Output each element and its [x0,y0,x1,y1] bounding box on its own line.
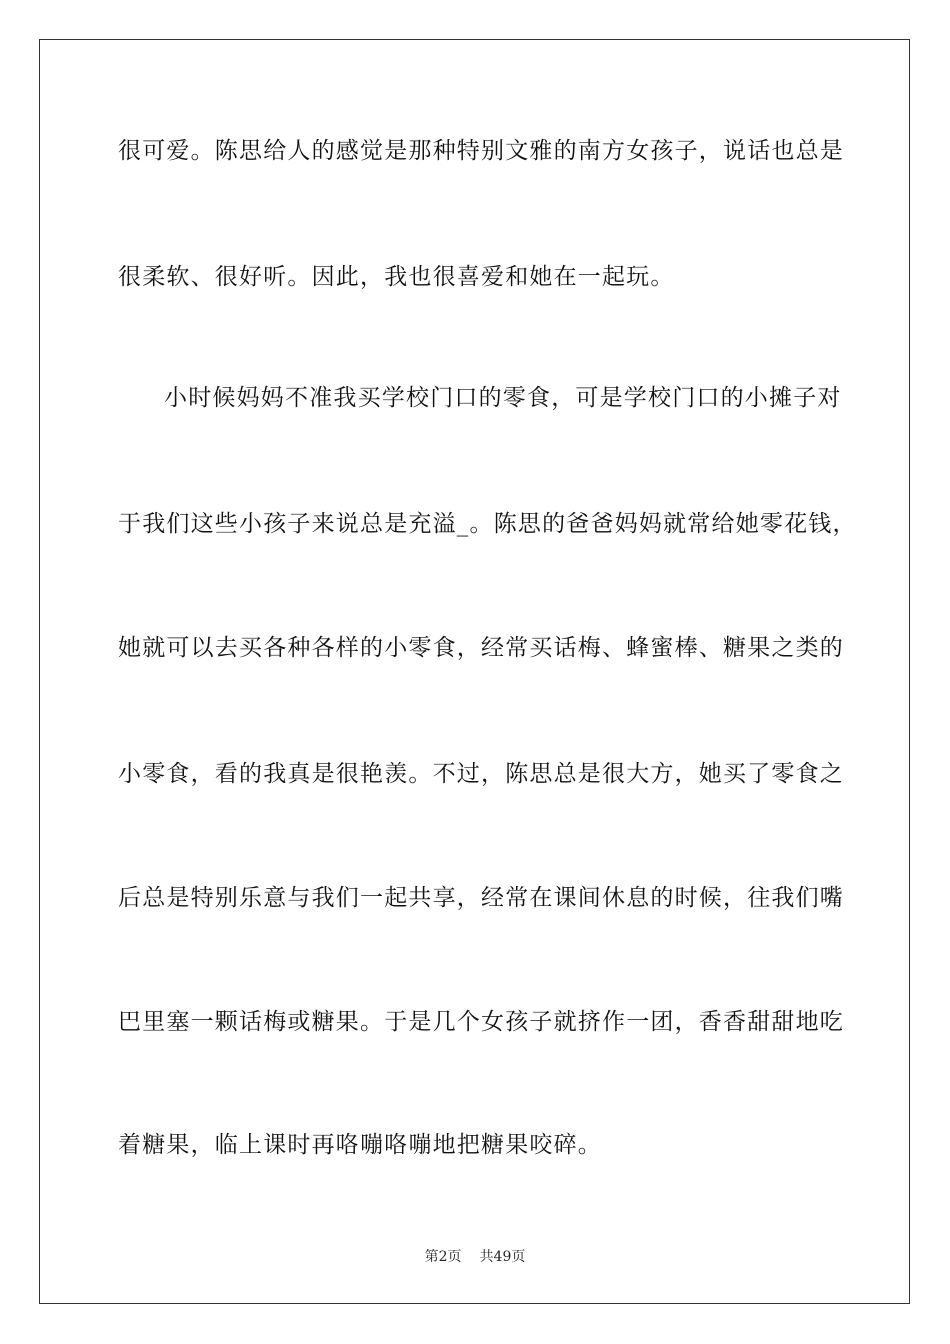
page-number-current: 第2页 [424,1249,462,1265]
text-line-9: 着糖果，临上课时再咯嘣咯嘣地把糖果咬碎。 [118,1132,602,1158]
text-line-5: 她就可以去买各种各样的小零食，经常买话梅、蜂蜜棒、糖果之类的 [118,635,844,661]
page-border [39,39,910,1304]
text-line-8: 巴里塞一颗话梅或糖果。于是几个女孩子就挤作一团，香香甜甜地吃 [118,1009,844,1035]
text-line-2: 很柔软、很好听。因此，我也很喜爱和她在一起玩。 [118,264,675,290]
text-line-7: 后总是特别乐意与我们一起共享，经常在课间休息的时候，往我们嘴 [118,885,844,911]
text-line-4: 于我们这些小孩子来说总是充溢_。陈思的爸爸妈妈就常给她零花钱， [118,511,857,537]
text-line-1: 很可爱。陈思给人的感觉是那种特别文雅的南方女孩子，说话也总是 [118,138,844,164]
page-number-total: 共49页 [479,1249,526,1265]
text-line-6: 小零食，看的我真是很艳羡。不过，陈思总是很大方，她买了零食之 [118,761,844,787]
page-footer [0,1248,950,1266]
text-line-3: 小时候妈妈不准我买学校门口的零食，可是学校门口的小摊子对 [164,385,842,411]
